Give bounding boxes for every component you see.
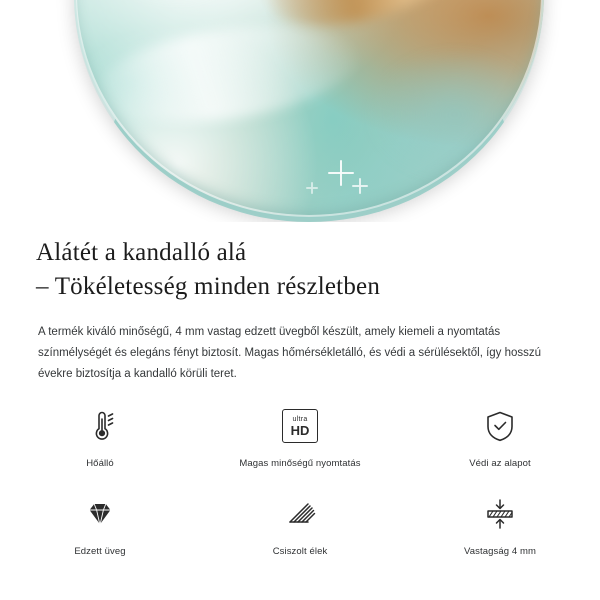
feature-label: Magas minőségű nyomtatás <box>239 458 361 469</box>
feature-label: Hőálló <box>86 458 114 469</box>
thermometer-icon <box>78 404 122 448</box>
badge-big-text: HD <box>290 422 310 438</box>
hero-image <box>0 0 600 222</box>
feature-label: Csiszolt élek <box>272 546 328 557</box>
feature-item-surface-protection <box>400 398 600 470</box>
shield-check-icon <box>478 404 522 448</box>
feature-label: Edzett üveg <box>74 546 126 557</box>
feature-item-polished-edges <box>200 486 400 558</box>
product-disc-image <box>74 0 544 218</box>
page-title <box>0 222 600 304</box>
polished-edge-icon <box>278 492 322 536</box>
badge-small-text: ultra <box>292 415 308 423</box>
thickness-arrows-icon <box>478 492 522 536</box>
feature-label: Védi az alapot <box>469 458 531 469</box>
feature-label: Vastagság 4 mm <box>464 546 536 557</box>
feature-item-tempered-glass <box>0 486 200 558</box>
feature-item-thickness <box>400 486 600 558</box>
text-content <box>0 222 600 385</box>
feature-item-print-quality <box>200 398 400 470</box>
feature-item-heat-resistant <box>0 398 200 470</box>
headline-line-1: Alátét a kandalló alá <box>36 239 247 266</box>
disc-rim <box>74 0 544 218</box>
feature-grid <box>0 398 600 574</box>
ultra-hd-badge-icon <box>278 404 322 448</box>
diamond-icon <box>78 492 122 536</box>
headline-line-2: – Tökéletesség minden részletben <box>36 273 381 300</box>
body-paragraph: A termék kiváló minőségű, 4 mm vastag edzett üvegből készült, amely kiemeli a nyomtatás színmélységét és elegáns fényt biztosít. Magas hőmérsékletálló, és védi a sérülésektől, így hosszú évekre biztosítja a kandalló körüli teret. <box>38 326 542 380</box>
